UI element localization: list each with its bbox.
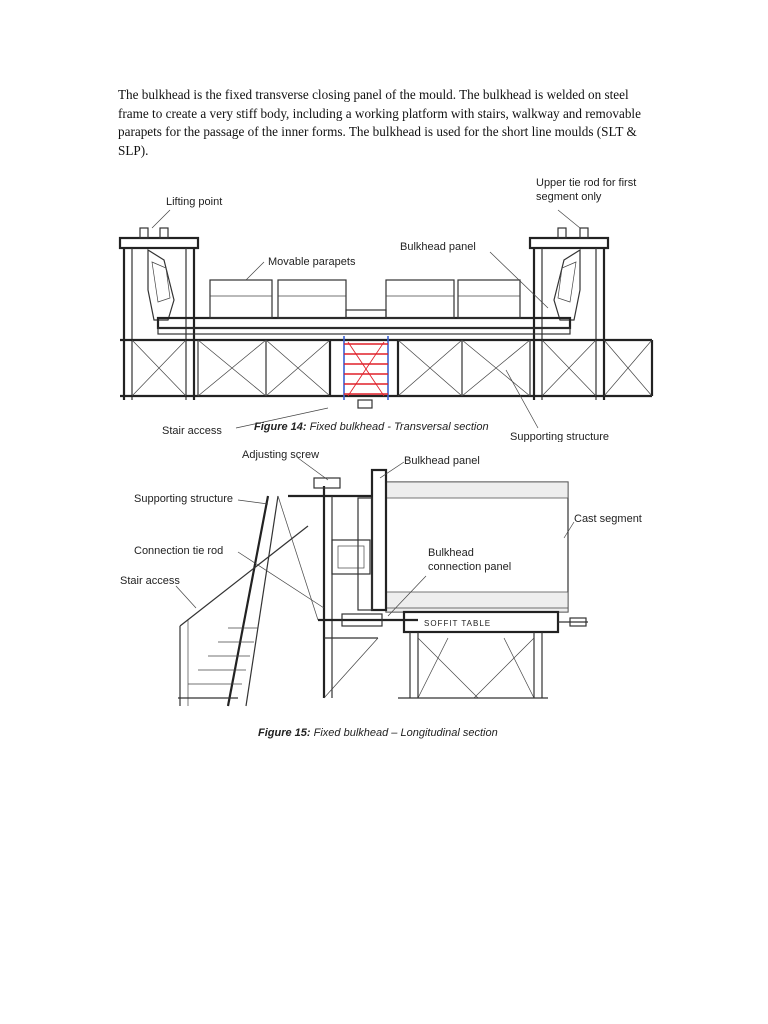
label-bulkhead-panel: Bulkhead panel xyxy=(400,241,476,253)
right-tower xyxy=(530,228,608,400)
stair-access-colored xyxy=(344,336,388,408)
label-movable-parapets: Movable parapets xyxy=(268,256,356,268)
label-soffit-table: SOFFIT TABLE xyxy=(424,619,492,628)
label-upper-tie-rod-line1: Upper tie rod for first xyxy=(536,177,637,189)
label-connection-tie-rod: Connection tie rod xyxy=(134,545,224,557)
label-lifting-point: Lifting point xyxy=(166,196,223,208)
figure-15-longitudinal-section xyxy=(118,448,654,742)
label-adjusting-screw: Adjusting screw xyxy=(242,449,320,461)
label-bulkhead-connection-line2: connection panel xyxy=(428,561,512,573)
figure-15-caption: Figure 15: Fixed bulkhead – Longitudinal section xyxy=(258,727,498,739)
soffit-table xyxy=(398,612,588,698)
left-tower xyxy=(120,228,198,400)
bulkhead-panel xyxy=(332,470,386,610)
label-stair-access: Stair access xyxy=(162,425,222,437)
intro-paragraph: The bulkhead is the fixed transverse closing panel of the mould. The bulkhead is welded on steel frame to create a very stiff body, including a working platform with stairs, walkway and removable parapets for the passage of the inner forms. The bulkhead is used for the short line moulds (SLT & SLP). xyxy=(118,87,641,158)
walkway-deck xyxy=(158,318,570,334)
movable-parapets xyxy=(210,280,520,318)
cast-segment xyxy=(386,482,568,612)
supporting-truss xyxy=(120,340,652,396)
label-upper-tie-rod-line2: segment only xyxy=(536,191,602,203)
figure-14-caption: Figure 14: Fixed bulkhead - Transversal section xyxy=(254,421,489,433)
label-stair-access-15: Stair access xyxy=(120,575,180,587)
label-supporting-structure: Supporting structure xyxy=(510,431,610,442)
label-bulkhead-panel-15: Bulkhead panel xyxy=(404,455,480,467)
label-supporting-structure-15: Supporting structure xyxy=(134,493,234,505)
label-cast-segment: Cast segment xyxy=(574,513,642,525)
label-bulkhead-connection-line1: Bulkhead xyxy=(428,547,474,559)
figure-14-transversal-section xyxy=(118,170,654,442)
